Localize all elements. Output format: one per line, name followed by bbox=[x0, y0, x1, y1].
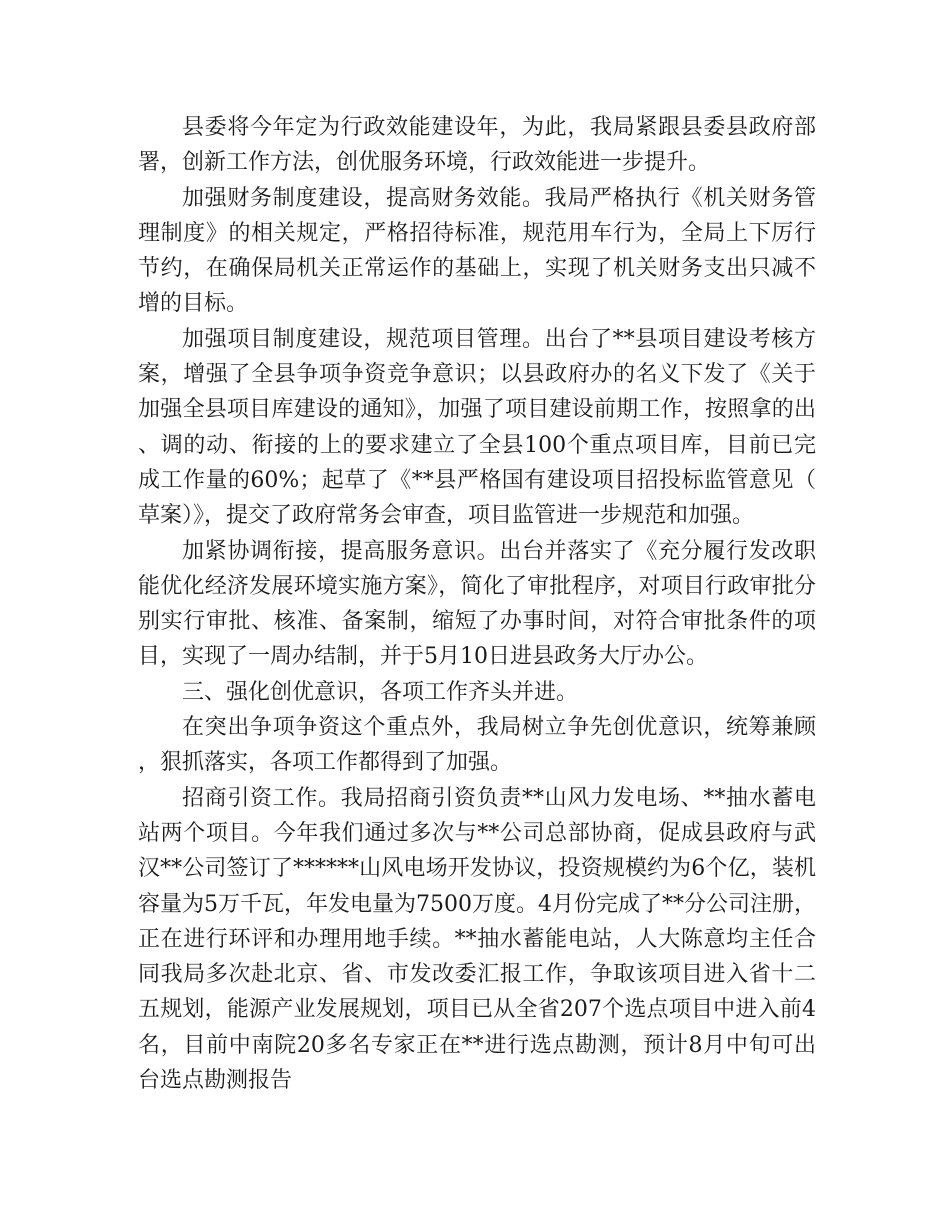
document-body bbox=[138, 110, 816, 1098]
paragraph-section-intro: 在突出争项争资这个重点外，我局树立争先创优意识，统筹兼顾，狠抓落实，各项工作都得到了加强。 bbox=[138, 715, 816, 776]
paragraph-project-management: 加强项目制度建设，规范项目管理。出台了**县项目建设考核方案，增强了全县争项争资竞争意识；以县政府办的名义下发了《关于加强全县项目库建设的通知》，加强了项目建设前期工作，按照拿的出、调的动、衔接的上的要求建立了全县100个重点项目库，目前已完成工作量的60%；起草了《**县严格国有建设项目招投标监管意见（草案）》，提交了政府常务会审查，项目监管进一步规范和加强。 bbox=[138, 326, 816, 529]
paragraph-intro: 县委将今年定为行政效能建设年，为此，我局紧跟县委县政府部署，创新工作方法，创优服务环境，行政效能进一步提升。 bbox=[138, 115, 816, 176]
paragraph-investment: 招商引资工作。我局招商引资负责**山风力发电场、**抽水蓄电站两个项目。今年我们通过多次与**公司总部协商，促成县政府与武汉**公司签订了******山风电场开发协议，投资规模约为6个亿，装机容量为5万千瓦，年发电量为7500万度。4月份完成了**分公司注册，正在进行环评和办理用地手续。**抽水蓄能电站，人大陈意均主任合同我局多次赴北京、省、市发改委汇报工作，争取该项目进入省十二五规划，能源产业发展规划，项目已从全省207个选点项目中进入前4名，目前中南院20多名专家正在**进行选点勘测，预计8月中旬可出台选点勘测报告 bbox=[138, 785, 817, 1094]
paragraph-finance: 加强财务制度建设，提高财务效能。我局严格执行《机关财务管理制度》的相关规定，严格招待标准，规范用车行为，全局上下厉行节约，在确保局机关正常运作的基础上，实现了机关财务支出只减不增的目标。 bbox=[138, 185, 816, 317]
section-heading-three: 三、强化创优意识，各项工作齐头并进。 bbox=[182, 679, 579, 705]
paragraph-coordination: 加紧协调衔接，提高服务意识。出台并落实了《充分履行发改职能优化经济发展环境实施方案》，简化了审批程序，对项目行政审批分别实行审批、核准、备案制，缩短了办事时间，对符合审批条件的项目，实现了一周办结制，并于5月10日进县政务大厅办公。 bbox=[138, 538, 816, 670]
